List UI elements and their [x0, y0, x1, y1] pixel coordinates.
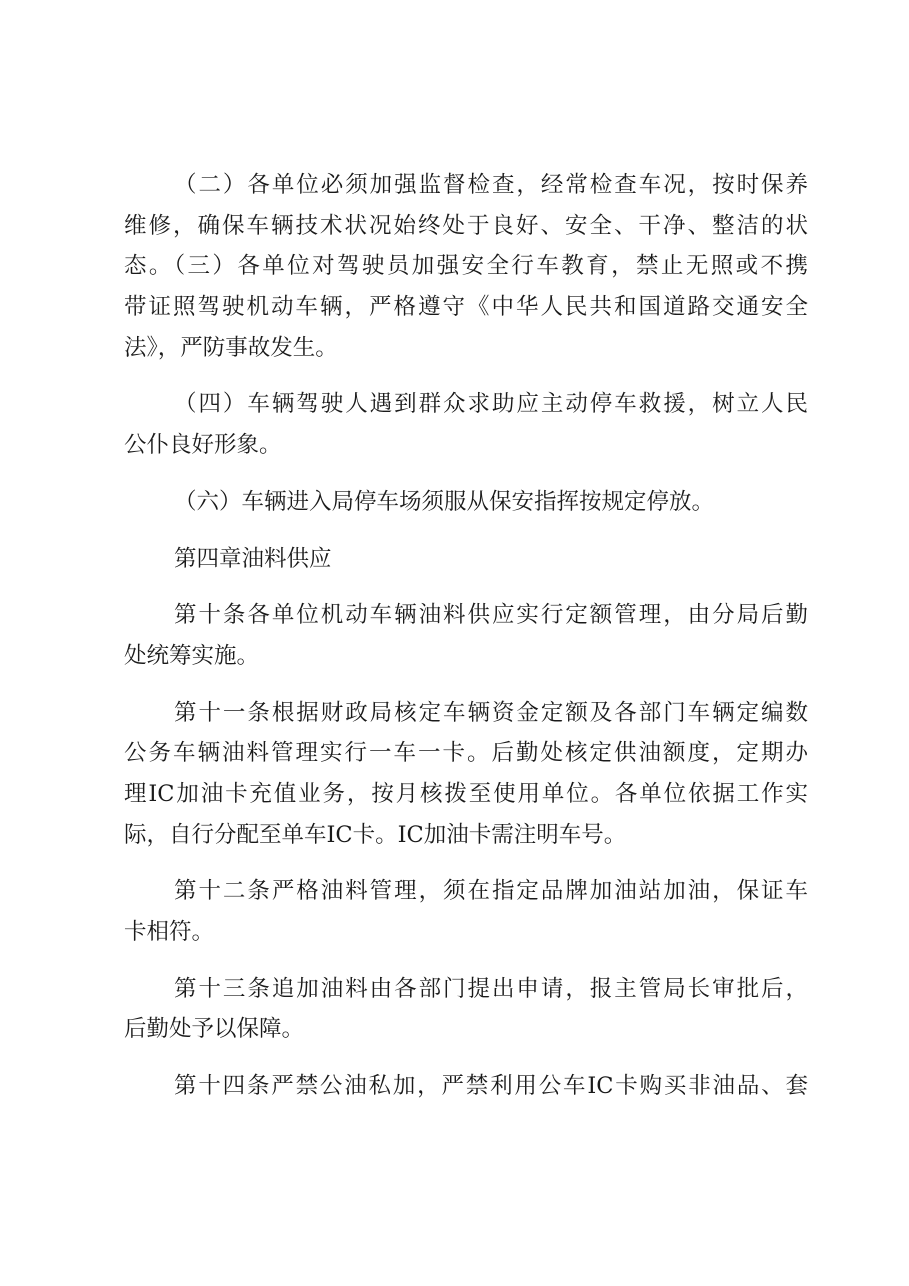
text-line: （四）车辆驾驶人遇到群众求助应主动停车救援，树立人民	[174, 391, 808, 418]
paragraph-public-assistance	[124, 384, 808, 465]
text-line: 第十三条追加油料由各部门提出申请，报主管局长审批后，	[174, 975, 808, 1002]
text-line: 公仆良好形象。	[124, 432, 282, 459]
paragraph-article-11	[124, 693, 808, 856]
text-line: 后勤处予以保障。	[124, 1016, 305, 1043]
text-line: （二）各单位必须加强监督检查，经常检查车况，按时保养	[174, 172, 808, 198]
text-line: 卡相符。	[124, 919, 215, 945]
text-line: 维修，确保车辆技术状况始终处于良好、安全、干净、整洁的状	[124, 212, 808, 239]
paragraph-article-14	[124, 1066, 808, 1107]
text-line: 际，自行分配至单车IC卡。IC加油卡需注明车号。	[124, 821, 627, 848]
document-body	[124, 165, 808, 1107]
paragraph-parking	[124, 482, 808, 523]
text-line: 态。（三）各单位对驾驶员加强安全行车教育，禁止无照或不携	[124, 253, 808, 280]
text-line: 带证照驾驶机动车辆，严格遵守《中华人民共和国道路交通安全	[124, 294, 808, 321]
text-line: 理IC加油卡充值业务，按月核拨至使用单位。各单位依据工作实	[124, 780, 808, 807]
paragraph-article-12	[124, 871, 808, 952]
paragraph-article-13	[124, 969, 808, 1050]
text-line: 公务车辆油料管理实行一车一卡。后勤处核定供油额度，定期办	[124, 740, 808, 767]
text-line: 第十四条严禁公油私加，严禁利用公车IC卡购买非油品、套	[174, 1073, 808, 1100]
chapter-heading	[124, 539, 808, 580]
paragraph-article-10	[124, 595, 808, 676]
text-line: 处统筹实施。	[124, 642, 260, 669]
text-line: 第十一条根据财政局核定车辆资金定额及各部门车辆定编数	[174, 699, 808, 726]
text-line: 第十条各单位机动车辆油料供应实行定额管理，由分局后勤	[174, 602, 808, 629]
text-line: 法》，严防事故发生。	[124, 334, 338, 361]
text-line: 第十二条严格油料管理，须在指定品牌加油站加油，保证车	[174, 878, 808, 905]
text-line: （六）车辆进入局停车场须服从保安指挥按规定停放。	[174, 488, 715, 515]
paragraph-vehicle-maintenance	[124, 165, 808, 368]
section-heading: 第四章油料供应	[174, 545, 332, 572]
